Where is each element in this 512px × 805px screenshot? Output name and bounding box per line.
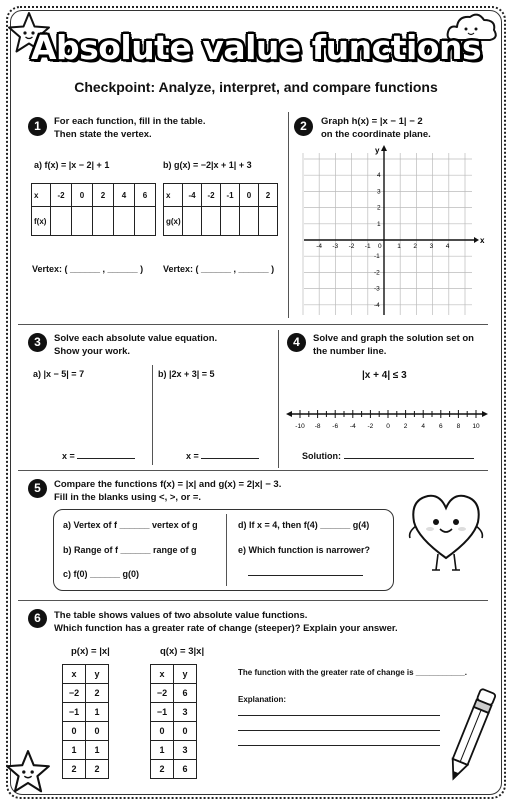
answer-cell[interactable]	[72, 207, 93, 236]
q3b-answer-label: x =	[186, 451, 199, 461]
answer-blank[interactable]	[77, 458, 135, 459]
answer-blank[interactable]	[344, 458, 474, 459]
x-tick-label: 0	[378, 243, 382, 250]
table-cell: f(x)	[32, 207, 51, 236]
section-divider	[278, 330, 279, 468]
q1b-label: b) g(x) = −2|x + 1| + 3	[163, 160, 252, 170]
q4-prompt-line1: Solve and graph the solution set on	[313, 333, 474, 344]
y-tick-label: -4	[374, 301, 380, 309]
section-divider	[152, 365, 153, 465]
q3-prompt-line2: Show your work.	[54, 346, 131, 357]
answer-cell[interactable]	[51, 207, 72, 236]
q5d[interactable]: d) If x = 4, then f(4) ______ g(4)	[238, 520, 370, 530]
table-cell: −1	[151, 703, 174, 722]
greater-rate-sentence[interactable]: The function with the greater rate of change is ___________.	[238, 668, 467, 677]
question-number-5: 5	[28, 479, 47, 498]
answer-cell[interactable]	[259, 207, 278, 236]
number-line-tick-label: -6	[332, 423, 339, 430]
q6-prompt-line2: Which function has a greater rate of change (steeper)? Explain your answer.	[54, 623, 398, 634]
table-cell: 0	[240, 184, 259, 207]
x-axis-label: x	[480, 236, 485, 245]
table-cell: 4	[114, 184, 135, 207]
y-tick-label: 4	[377, 172, 381, 180]
number-line[interactable]	[284, 404, 490, 434]
q3b-answer[interactable]	[186, 451, 259, 461]
question-number-4: 4	[287, 333, 306, 352]
star-icon	[4, 748, 52, 796]
explanation-line[interactable]	[238, 715, 440, 716]
number-line-tick-label: 4	[421, 423, 426, 430]
table-row	[63, 722, 109, 741]
q1a-label: a) f(x) = |x − 2| + 1	[34, 160, 110, 170]
y-tick-label: 1	[377, 220, 381, 228]
table-cell: 2	[151, 760, 174, 779]
table-cell: 2	[86, 760, 109, 779]
question-number-2: 2	[294, 117, 313, 136]
table-row	[63, 703, 109, 722]
page-title: Absolute value functions	[30, 28, 482, 67]
number-line-tick-label: -8	[314, 423, 321, 430]
q2-prompt-line2: on the coordinate plane.	[321, 129, 431, 140]
table-cell: 3	[174, 741, 197, 760]
q5b[interactable]: b) Range of f ______ range of g	[63, 545, 197, 555]
table-cell: 1	[151, 741, 174, 760]
x-tick-label: -3	[332, 243, 339, 250]
q3a-answer[interactable]	[62, 451, 135, 461]
table-header: x	[151, 665, 174, 684]
table-cell: 0	[174, 722, 197, 741]
q5e: e) Which function is narrower?	[238, 545, 371, 555]
table-row	[151, 722, 197, 741]
x-tick-label: -1	[364, 243, 371, 250]
number-line-tick-label: 8	[456, 423, 461, 430]
table-row	[151, 760, 197, 779]
y-tick-label: -2	[374, 269, 380, 277]
p-values-table	[62, 664, 109, 779]
q6-prompt-line1: The table shows values of two absolute value functions.	[54, 610, 308, 621]
q3-prompt	[54, 332, 217, 358]
table-cell: -4	[183, 184, 202, 207]
heart-icon	[406, 486, 486, 576]
answer-cell[interactable]	[183, 207, 202, 236]
y-tick-label: -1	[374, 253, 380, 261]
table-cell: -2	[202, 184, 221, 207]
x-axis-arrow	[474, 237, 479, 243]
table-row	[63, 741, 109, 760]
y-tick-label: 2	[377, 204, 381, 212]
section-divider	[18, 600, 488, 601]
table-cell: g(x)	[164, 207, 183, 236]
answer-cell[interactable]	[221, 207, 240, 236]
table-cell: −1	[63, 703, 86, 722]
table-cell: −2	[63, 684, 86, 703]
table-cell: 2	[93, 184, 114, 207]
number-line-tick-label: 6	[438, 423, 443, 430]
q1b-table	[163, 183, 278, 236]
number-line-tick-label: -4	[349, 423, 356, 430]
section-divider	[226, 514, 227, 586]
p-table-title: p(x) = |x|	[71, 646, 110, 657]
answer-blank[interactable]	[201, 458, 259, 459]
y-axis-label: y	[375, 146, 380, 155]
x-tick-label: -4	[316, 243, 322, 250]
number-line-tick-label: 0	[386, 423, 390, 430]
answer-cell[interactable]	[114, 207, 135, 236]
pencil-icon	[446, 684, 496, 786]
number-line-tick-label: -10	[295, 423, 305, 430]
q4-prompt	[313, 332, 474, 358]
number-line-tick-label: 2	[403, 423, 408, 430]
table-cell: 2	[259, 184, 278, 207]
x-tick-label: 3	[429, 243, 434, 250]
q1a-vertex[interactable]: Vertex: ( ______ , ______ )	[32, 264, 144, 274]
question-number-1: 1	[28, 117, 47, 136]
answer-cell[interactable]	[93, 207, 114, 236]
x-tick-label: 4	[445, 243, 450, 250]
table-cell: x	[32, 184, 51, 207]
section-divider	[288, 112, 289, 318]
left-arrow-icon	[286, 411, 292, 417]
q1a-table	[31, 183, 156, 236]
answer-cell[interactable]	[135, 207, 156, 236]
q5a[interactable]: a) Vertex of f ______ vertex of g	[63, 520, 198, 530]
q-table-title: q(x) = 3|x|	[160, 646, 205, 657]
q5c[interactable]: c) f(0) ______ g(0)	[63, 569, 140, 579]
question-number-6: 6	[28, 609, 47, 628]
table-cell: 6	[174, 684, 197, 703]
x-tick-label: -2	[348, 243, 355, 250]
table-row	[151, 703, 197, 722]
answer-blank[interactable]	[248, 575, 363, 576]
y-tick-label: 3	[377, 188, 381, 196]
right-arrow-icon	[482, 411, 488, 417]
q4-solution[interactable]	[302, 451, 474, 461]
q-values-table	[150, 664, 197, 779]
table-cell: 1	[86, 741, 109, 760]
q1-prompt-line1: For each function, fill in the table.	[54, 116, 206, 127]
q4-prompt-line2: the number line.	[313, 346, 387, 357]
q3a-label: a) |x − 5| = 7	[33, 369, 85, 379]
table-row	[63, 684, 109, 703]
q2-prompt-line1: Graph h(x) = |x − 1| − 2	[321, 116, 423, 127]
q5-prompt	[54, 478, 281, 504]
table-cell: 3	[174, 703, 197, 722]
section-divider	[18, 470, 488, 471]
table-cell: 1	[86, 703, 109, 722]
table-header: y	[174, 665, 197, 684]
table-cell: 0	[86, 722, 109, 741]
table-cell: x	[164, 184, 183, 207]
q2-prompt	[321, 115, 431, 141]
q3a-answer-label: x =	[62, 451, 75, 461]
explanation-line[interactable]	[238, 730, 440, 731]
table-cell: -1	[221, 184, 240, 207]
table-header: y	[86, 665, 109, 684]
table-cell: 2	[86, 684, 109, 703]
table-cell: 0	[63, 722, 86, 741]
answer-cell[interactable]	[240, 207, 259, 236]
number-line-tick-label: 10	[472, 423, 480, 430]
table-header: x	[63, 665, 86, 684]
explanation-line[interactable]	[238, 745, 440, 746]
q3-prompt-line1: Solve each absolute value equation.	[54, 333, 218, 344]
q3b-label: b) |2x + 3| = 5	[158, 369, 215, 379]
question-number-3: 3	[28, 333, 47, 352]
table-row	[63, 760, 109, 779]
q5-prompt-line1: Compare the functions f(x) = |x| and g(x) = 2|x| − 3.	[54, 479, 282, 490]
table-cell: -2	[51, 184, 72, 207]
table-cell: 0	[72, 184, 93, 207]
x-tick-label: 2	[413, 243, 418, 250]
section-divider	[18, 324, 488, 325]
table-row	[151, 684, 197, 703]
table-cell: 6	[174, 760, 197, 779]
x-tick-label: 1	[397, 243, 401, 250]
table-cell: 0	[151, 722, 174, 741]
page-subtitle: Checkpoint: Analyze, interpret, and compare functions	[74, 79, 438, 95]
table-cell: 2	[63, 760, 86, 779]
q5-prompt-line2: Fill in the blanks using <, >, or =.	[54, 492, 202, 503]
q1b-vertex[interactable]: Vertex: ( ______ , ______ )	[163, 264, 275, 274]
table-cell: 6	[135, 184, 156, 207]
q4-inequality: |x + 4| ≤ 3	[362, 370, 407, 381]
answer-cell[interactable]	[202, 207, 221, 236]
q1-prompt-line2: Then state the vertex.	[54, 129, 152, 140]
q6-prompt	[54, 609, 398, 635]
y-axis-arrow	[381, 145, 387, 151]
coordinate-plane[interactable]	[298, 145, 488, 317]
y-tick-label: -3	[374, 285, 380, 293]
table-cell: 1	[63, 741, 86, 760]
explanation-label: Explanation:	[238, 695, 287, 704]
q4-solution-label: Solution:	[302, 451, 341, 461]
q1-prompt	[54, 115, 205, 141]
table-cell: −2	[151, 684, 174, 703]
table-row	[151, 741, 197, 760]
number-line-tick-label: -2	[367, 423, 374, 430]
